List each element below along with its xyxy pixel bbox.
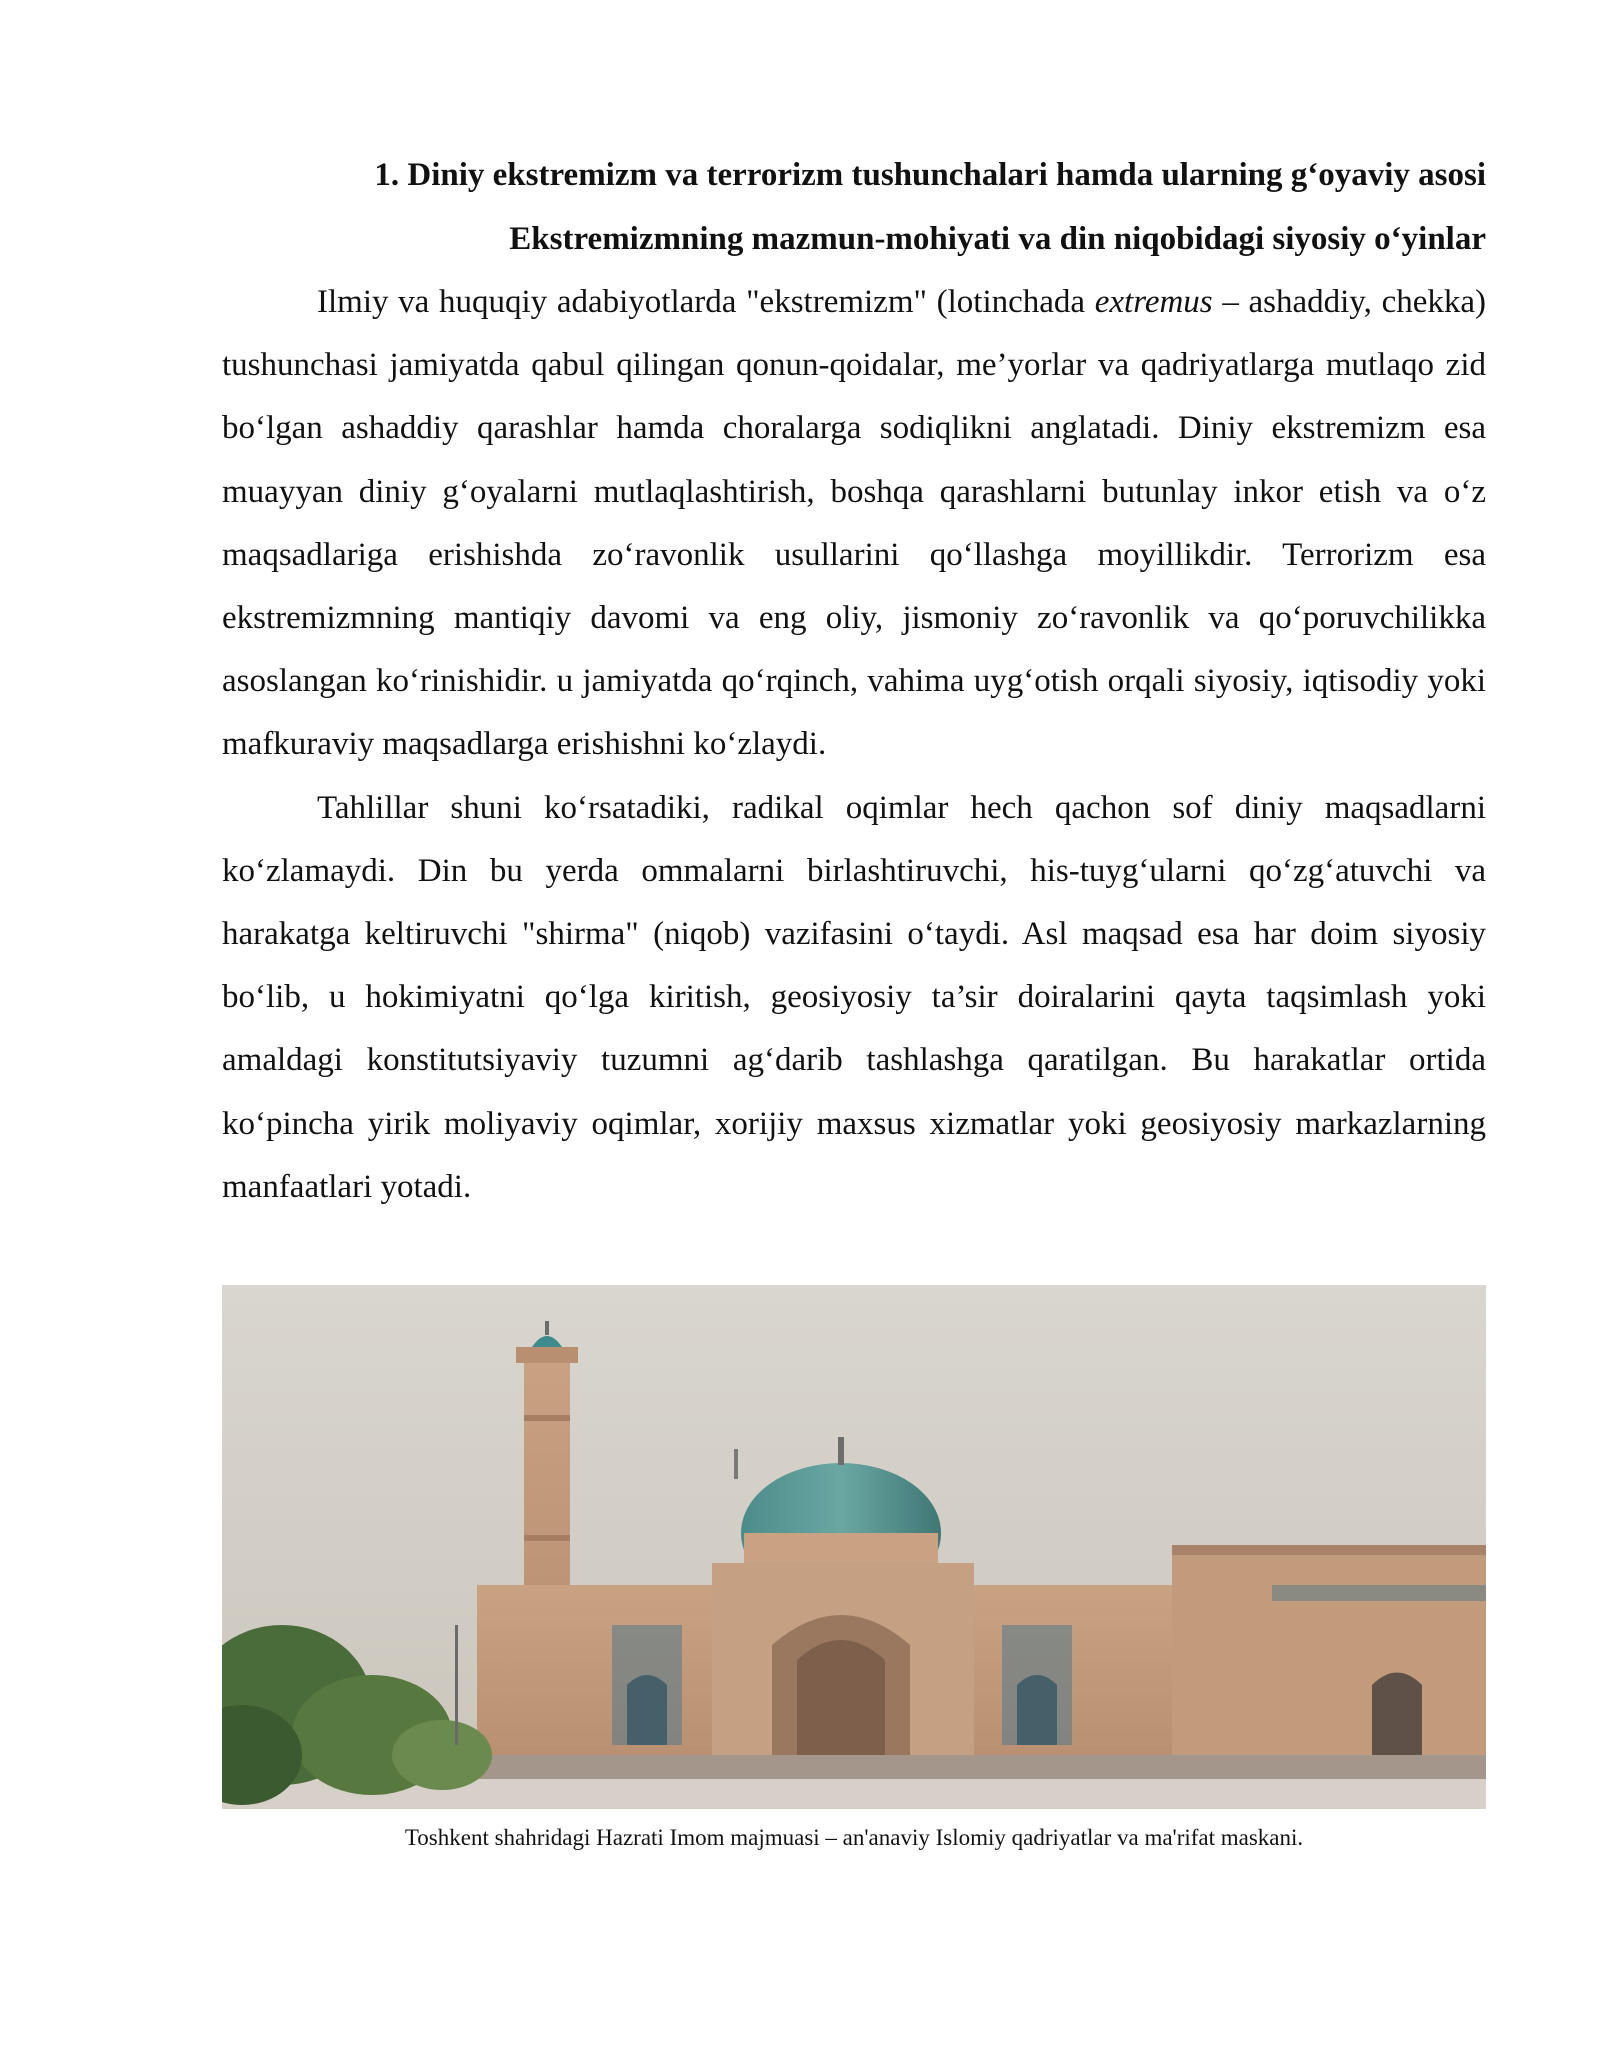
figure-caption: Toshkent shahridagi Hazrati Imom majmuasi – an'anaviy Islomiy qadriyatlar va ma'rifat maskani. bbox=[404, 1825, 1304, 1850]
paragraph-2: Tahlillar shuni koʻrsatadiki, radikal oqimlar hech qachon sof diniy maqsadlarni koʻzlamaydi. Din bu yerda ommalarni birlashtiruvchi, his-tuygʻularni qoʻzgʻatuvchi va harakatga keltiruvchi "shirma" (niqob) vazifasini oʻtaydi. Asl maqsad esa har doim siyosiy boʻlib, u hokimiyatni qoʻlga kiritish, geosiyosiy ta’sir doiralarini qayta taqsimlash yoki amaldagi konstitutsiyaviy tuzumni agʻdarib tashlashga qaratilgan. Bu harakatlar ortida koʻpincha yirik moliyaviy oqimlar, xorijiy maxsus xizmatlar yoki geosiyosiy markazlarning manfaatlari yotadi. bbox=[222, 789, 1486, 1205]
document-body bbox=[222, 143, 1486, 1219]
paragraph-1-part-a: Ilmiy va huquqiy adabiyotlarda "ekstremizm" (lotinchada bbox=[317, 284, 1095, 320]
paragraph-1 bbox=[222, 271, 1486, 777]
section-subheading: Ekstremizmning mazmun-mohiyati va din niqobidagi siyosiy oʻyinlar bbox=[509, 221, 1486, 257]
latin-term: extremus bbox=[1094, 284, 1213, 320]
mosque-photo bbox=[222, 1285, 1486, 1809]
section-heading: 1. Diniy ekstremizm va terrorizm tushunchalari hamda ularning gʻoyaviy asosi bbox=[374, 157, 1486, 193]
paragraph-1-part-b: – ashaddiy, chekka) tushunchasi jamiyatda qabul qilingan qonun-qoidalar, me’yorlar va qadriyatlarga mutlaqo zid boʻlgan ashaddiy qarashlar hamda choralarga sodiqlikni anglatadi. Diniy ekstremizm esa muayyan diniy gʻoyalarni mutlaqlashtirish, boshqa qarashlarni butunlay inkor etish va oʻz maqsadlariga erishishda zoʻravonlik usullarini qoʻllashga moyillikdir. Terrorizm esa ekstremizmning mantiqiy davomi va eng oliy, jismoniy zoʻravonlik va qoʻporuvchilikka asoslangan koʻrinishidir. u jamiyatda qoʻrqinch, vahima uygʻotish orqali siyosiy, iqtisodiy yoki mafkuraviy maqsadlarga erishishni koʻzlaydi. bbox=[222, 284, 1487, 763]
